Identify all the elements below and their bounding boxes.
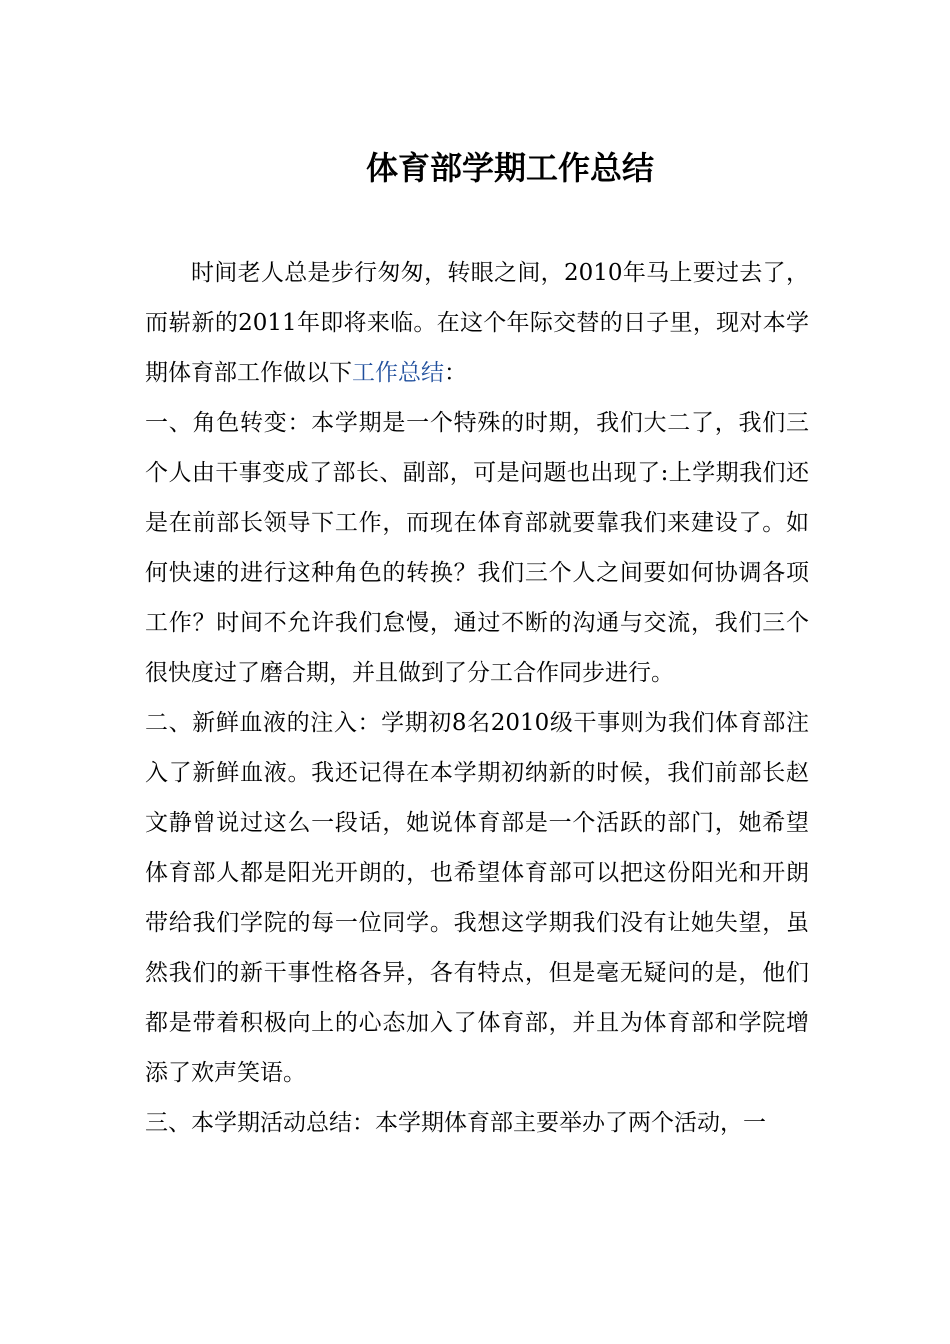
work-summary-link[interactable]: 工作总结	[352, 360, 444, 386]
document-body	[145, 248, 809, 1148]
intro-text: 时间老人总是步行匆匆，转眼之间，2010年马上要过去了，而崭新的2011年即将来临。在这个年际交替的日子里，现对本学期体育部工作做以下	[145, 260, 809, 386]
intro-paragraph	[145, 248, 809, 398]
intro-colon: ：	[444, 360, 467, 386]
document-title: 体育部学期工作总结	[365, 149, 654, 187]
section-activity-summary: 三、本学期活动总结：本学期体育部主要举办了两个活动，一	[145, 1110, 766, 1136]
section-new-members: 二、新鲜血液的注入：学期初8名2010级干事则为我们体育部注入了新鲜血液。我还记得在本学期初纳新的时候，我们前部长赵文静曾说过这么一段话，她说体育部是一个活跃的部门，她希望体育部人都是阳光开朗的，也希望体育部可以把这份阳光和开朗带给我们学院的每一位同学。我想这学期我们没有让她失望，虽然我们的新干事性格各异，各有特点，但是毫无疑问的是，他们都是带着积极向上的心态加入了体育部，并且为体育部和学院增添了欢声笑语。	[145, 710, 809, 1086]
section-role-change: 一、角色转变：本学期是一个特殊的时期，我们大二了，我们三个人由干事变成了部长、副部，可是问题也出现了:上学期我们还是在前部长领导下工作，而现在体育部就要靠我们来建设了。如何快速的进行这种角色的转换？我们三个人之间要如何协调各项工作？时间不允许我们怠慢，通过不断的沟通与交流，我们三个很快度过了磨合期，并且做到了分工合作同步进行。	[145, 410, 809, 686]
